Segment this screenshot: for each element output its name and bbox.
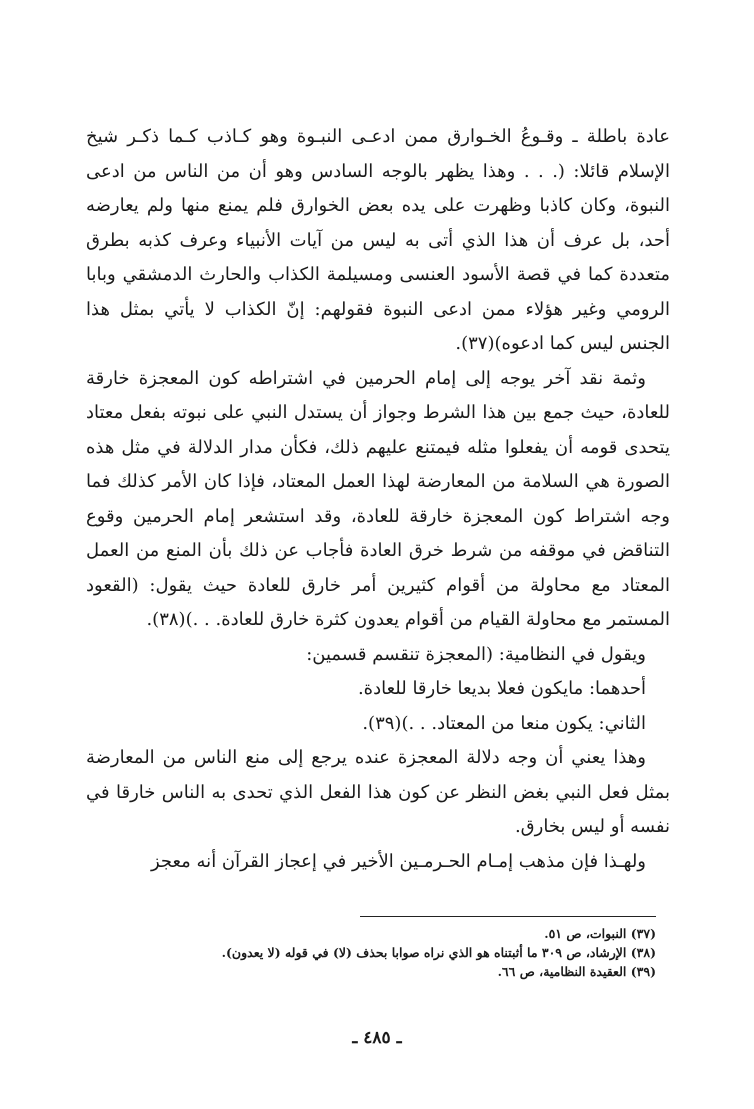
paragraph-4: أحدهما: مايكون فعلا بديعا خارقا للعادة. xyxy=(357,678,646,699)
paragraph-7: ولهـذا فإن مذهب إمـام الحـرمـين الأخير في إعجاز القرآن أنه معجز xyxy=(150,850,646,872)
main-text xyxy=(86,120,670,879)
paragraph-1: عادة باطلة ـ وقـوعُ الخـوارق ممن ادعـى النبـوة وهو كـاذب كـما ذكـر شيخ الإسلام قائلا: (. . . وهذا يظهر بالوجه السادس وهو أن من الناس من ادعى النبوة، وكان كاذبا وظهرت على يده بعض الخوارق فلم يمنع منها ولم يعارضه أحد، بل عرف أن هذا الذي أتى به ليس من آيات الأنبياء وعرف كذبه بطرق متعددة كما في قصة الأسود العنسى ومسيلمة الكذاب والحارث الدمشقي وبابا الرومي وغير هؤلاء ممن ادعى النبوة فقولهم: إنّ الكذاب لا يأتي بمثل هذا الجنس ليس كما ادعوه)(٣٧). xyxy=(86,126,670,354)
footnotes xyxy=(86,924,656,981)
paragraph-5: الثاني: يكون منعا من المعتاد. . .)(٣٩). xyxy=(362,712,646,734)
footnote-38: (٣٨) الإرشاد، ص ٣٠٩ ما أثبتناه هو الذي نراه صوابا بحذف (لا) في قوله (لا يعدون). xyxy=(221,945,656,960)
footnote-39: (٣٩) العقيدة النظامية، ص ٦٦. xyxy=(497,964,656,979)
paragraph-2: وثمة نقد آخر يوجه إلى إمام الحرمين في اشتراطه كون المعجزة خارقة للعادة، حيث جمع بين هذا الشرط وجواز أن يستدل النبي على نبوته بفعل معتاد يتحدى قومه أن يفعلوا مثله فيمتنع عليهم ذلك، فكأن مدار الدلالة في مثل هذه الصورة هي السلامة من المعارضة لهذا العمل المعتاد، فإذا كان الأمر كذلك فما وجه اشتراط كون المعجزة خارقة للعادة، وقد استشعر إمام الحرمين وقوع التناقض في موقفه من شرط خرق العادة فأجاب عن ذلك بأن المنع من العمل المعتاد مع محاولة من أقوام كثيرين أمر خارق للعادة حيث يقول: (القعود المستمر مع محاولة القيام من أقوام يعدون كثرة خارق للعادة. . .)(٣٨). xyxy=(86,367,670,630)
page-number: ـ ٤٨٥ ـ xyxy=(352,1028,402,1048)
footnote-37: (٣٧) النبوات، ص ٥١. xyxy=(544,926,656,941)
paragraph-3: ويقول في النظامية: (المعجزة تنقسم قسمين: xyxy=(306,643,646,665)
paragraph-6: وهذا يعني أن وجه دلالة المعجزة عنده يرجع إلى منع الناس من المعارضة بمثل فعل النبي بغض النظر عن كون هذا الفعل الذي تحدى به الناس خارقا في نفسه أو ليس بخارق. xyxy=(86,747,670,837)
footnote-divider xyxy=(360,916,656,917)
